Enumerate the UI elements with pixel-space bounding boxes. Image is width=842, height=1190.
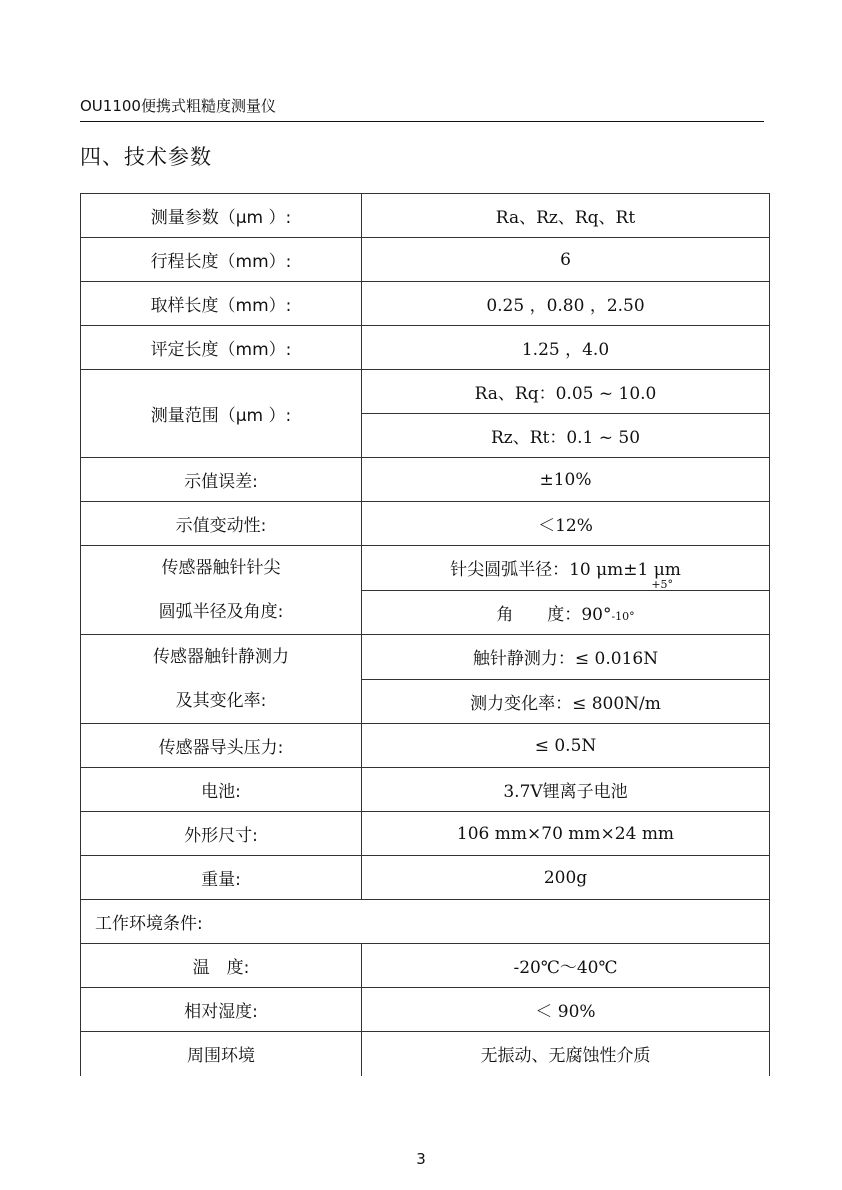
spec-label: 重量: xyxy=(81,856,362,900)
env-section-heading: 工作环境条件: xyxy=(81,900,770,944)
table-row xyxy=(81,282,770,326)
spec-label-line: 及其变化率: xyxy=(175,691,267,711)
angle-nominal: 90° xyxy=(581,604,612,625)
spec-value: ＜ 90% xyxy=(362,988,770,1032)
table-row xyxy=(81,988,770,1032)
table-row xyxy=(81,370,770,414)
spec-value: -20℃～40℃ xyxy=(362,944,770,988)
spec-label: 电池: xyxy=(81,768,362,812)
spec-label xyxy=(81,546,362,635)
spec-value: 106 mm×70 mm×24 mm xyxy=(362,812,770,856)
table-row xyxy=(81,326,770,370)
spec-label: 测量范围（μm ）: xyxy=(81,370,362,458)
table-row xyxy=(81,1032,770,1076)
table-row xyxy=(81,194,770,238)
spec-table xyxy=(80,193,770,1076)
spec-value: 200g xyxy=(362,856,770,900)
spec-value: 针尖圆弧半径：10 μm±1 μm xyxy=(362,546,770,591)
spec-label: 相对湿度: xyxy=(81,988,362,1032)
angle-value xyxy=(496,577,674,625)
spec-value: 触针静测力：≤ 0.016N xyxy=(362,635,770,680)
spec-value: 1.25 ，4.0 xyxy=(362,326,770,370)
angle-lower-tolerance: -10° xyxy=(611,609,635,623)
spec-value: Ra、Rz、Rq、Rt xyxy=(362,194,770,238)
table-row xyxy=(81,900,770,944)
table-row xyxy=(81,768,770,812)
spec-value: 3.7V锂离子电池 xyxy=(362,768,770,812)
spec-label: 评定长度（mm）: xyxy=(81,326,362,370)
page-number: 3 xyxy=(416,1150,426,1168)
spec-value: ≤ 0.5N xyxy=(362,724,770,768)
angle-upper-tolerance: +5° xyxy=(651,577,674,591)
header-rule xyxy=(80,121,764,122)
spec-value: 6 xyxy=(362,238,770,282)
spec-value: 0.25 ，0.80 ，2.50 xyxy=(362,282,770,326)
spec-value: Rz、Rt：0.1 ~ 50 xyxy=(362,414,770,458)
spec-value: 无振动、无腐蚀性介质 xyxy=(362,1032,770,1076)
table-row xyxy=(81,812,770,856)
table-row xyxy=(81,856,770,900)
spec-label: 示值变动性: xyxy=(81,502,362,546)
spec-value: 测力变化率：≤ 800N/m xyxy=(362,679,770,724)
spec-label: 测量参数（μm ）: xyxy=(81,194,362,238)
spec-label-line: 传感器触针针尖 xyxy=(161,558,281,578)
spec-value: Ra、Rq：0.05 ~ 10.0 xyxy=(362,370,770,414)
section-heading: 四、技术参数 xyxy=(80,145,212,169)
table-row xyxy=(81,502,770,546)
document-header-title: OU1100便携式粗糙度测量仪 xyxy=(80,97,276,115)
angle-label: 角 度： xyxy=(496,604,582,625)
table-row xyxy=(81,238,770,282)
table-row xyxy=(81,944,770,988)
spec-value: ＜12% xyxy=(362,502,770,546)
table-row xyxy=(81,635,770,680)
table-row xyxy=(81,724,770,768)
spec-label: 温 度: xyxy=(81,944,362,988)
spec-label: 取样长度（mm）: xyxy=(81,282,362,326)
spec-label xyxy=(81,635,362,724)
spec-label: 行程长度（mm）: xyxy=(81,238,362,282)
spec-label-line: 传感器触针静测力 xyxy=(153,647,289,667)
spec-label: 周围环境 xyxy=(81,1032,362,1076)
spec-label-line: 圆弧半径及角度: xyxy=(158,602,284,622)
spec-value xyxy=(362,577,770,635)
spec-value: ±10% xyxy=(362,458,770,502)
spec-label: 外形尺寸: xyxy=(81,812,362,856)
table-row xyxy=(81,458,770,502)
spec-label: 示值误差: xyxy=(81,458,362,502)
spec-label: 传感器导头压力: xyxy=(81,724,362,768)
